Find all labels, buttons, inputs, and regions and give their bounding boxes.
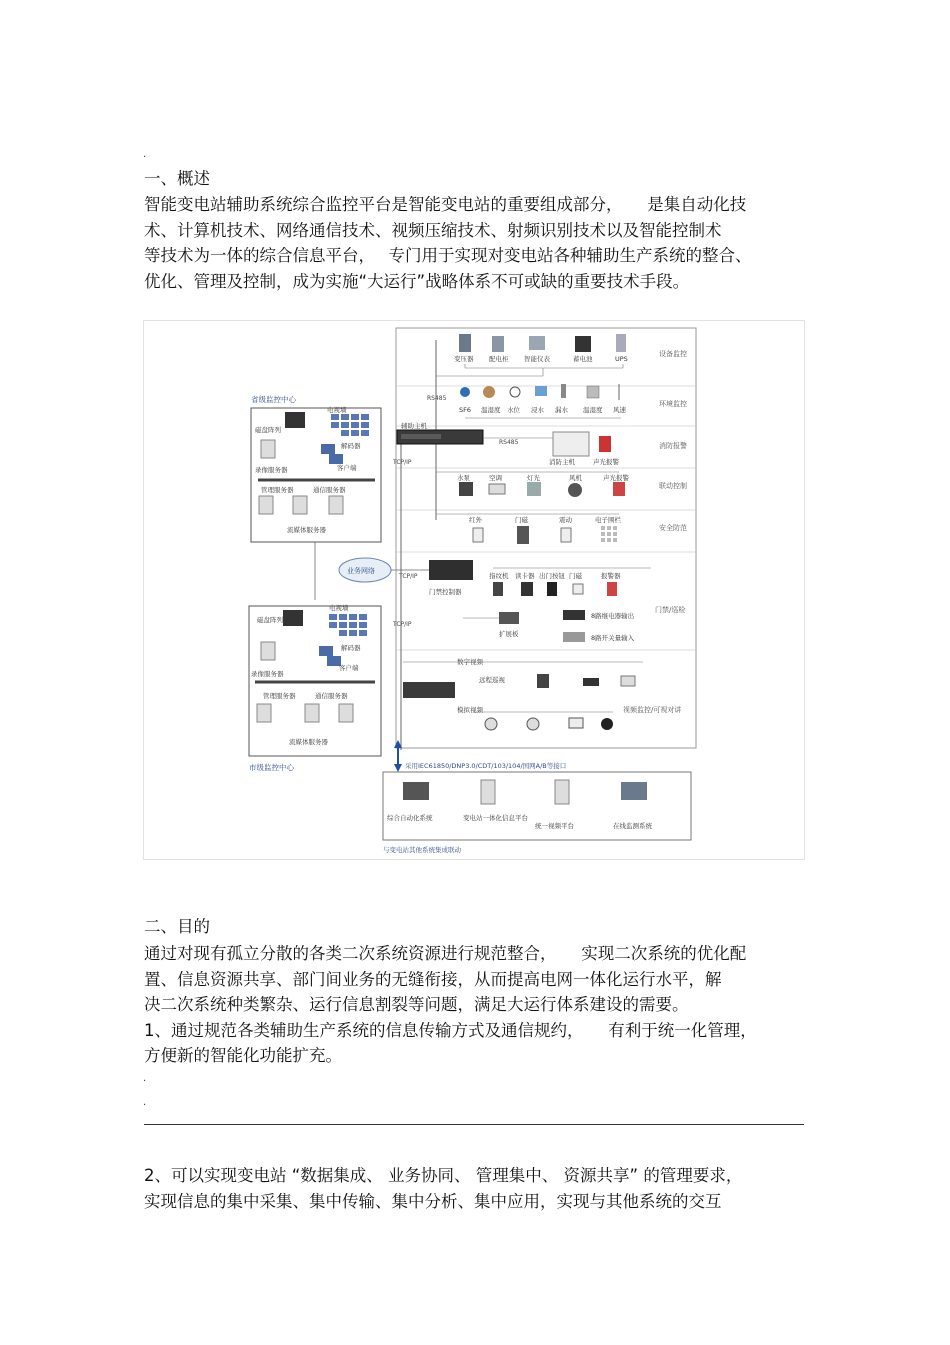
device-label: 远程巡视 xyxy=(479,676,505,684)
paragraph-line: 优化、管理及控制，成为实施“大运行”战略体系不可或缺的重要技术手段。 xyxy=(144,271,690,291)
device-label: SF6 xyxy=(459,406,472,414)
device-label: 震动 xyxy=(559,516,572,524)
paragraph-line: 1、通过规范各类辅助生产系统的信息传输方式及通信规约， 有利于统一化管理， xyxy=(144,1020,757,1040)
paragraph-line: 等技术为一体的综合信息平台， 专门用于实现对变电站各种辅助生产系统的整合、 xyxy=(144,246,752,265)
paragraph-line: 2、可以实现变电站 “数据集成、 业务协同、 管理集中、 资源共享” 的管理要求， xyxy=(144,1166,743,1185)
device-label: 灯光 xyxy=(527,474,540,482)
node-label: 磁盘阵列 xyxy=(255,426,281,434)
node-label: 录像服务器 xyxy=(251,670,284,678)
paragraph-line: 术、计算机技术、网络通信技术、视频压缩技术、射频识别技术以及智能控制术 xyxy=(144,220,722,240)
device-label: UPS xyxy=(615,355,628,363)
right-label: 门禁/巡检 xyxy=(655,606,686,614)
purpose-paragraph xyxy=(144,941,806,1069)
system-label: 变电站一体化信息平台 xyxy=(463,814,528,822)
device-label: 红外 xyxy=(469,516,482,524)
device-label: 浸水 xyxy=(531,406,544,414)
system-label: 在线监测系统 xyxy=(613,822,652,830)
device-label: 门磁 xyxy=(569,572,582,580)
stray-dot: . xyxy=(143,149,147,160)
device-label: 声光报警 xyxy=(603,474,629,482)
device-label: 模拟视频 xyxy=(457,706,483,714)
node-label: 录像服务器 xyxy=(255,466,288,474)
system-architecture-diagram xyxy=(143,320,805,860)
node-label: 客户端 xyxy=(337,464,357,472)
stray-dot: . xyxy=(143,1097,147,1108)
paragraph-line: 决二次系统种类繁杂、运行信息割裂等问题，满足大运行体系建设的需要。 xyxy=(144,995,689,1014)
right-label: 安全防范 xyxy=(659,524,687,532)
protocol-label: TCP/IP xyxy=(399,573,418,580)
node-label: 流媒体服务器 xyxy=(289,738,328,746)
node-label: 管理服务器 xyxy=(263,692,296,700)
device-label: 风速 xyxy=(613,406,626,414)
device-label: 温湿度 xyxy=(583,406,603,414)
device-label: 配电柜 xyxy=(489,355,509,363)
paragraph-line: 通过对现有孤立分散的各类二次系统资源进行规范整合， 实现二次系统的优化配 xyxy=(144,944,747,963)
center-title: 市级监控中心 xyxy=(249,763,294,772)
node-label: 解码器 xyxy=(341,442,361,450)
device-label: 声光报警 xyxy=(593,458,619,466)
node-label: 电视墙 xyxy=(327,406,347,414)
device-label: 智能仪表 xyxy=(524,355,550,363)
device-label: 漏水 xyxy=(555,406,568,414)
protocol-label: TCP/IP xyxy=(393,621,412,628)
device-label: 电子围栏 xyxy=(595,516,621,524)
access-controller-label: 门禁控制器 xyxy=(429,588,462,596)
section-heading-overview: 一、概述 xyxy=(144,169,210,188)
device-label: 出门按钮 xyxy=(539,572,565,580)
protocol-label: RS485 xyxy=(427,395,447,402)
device-label: 报警器 xyxy=(601,572,621,580)
right-label: 设备监控 xyxy=(659,350,687,358)
right-label: 联动控制 xyxy=(659,482,687,490)
bottom-caption: 与变电站其他系统集成联动 xyxy=(383,846,461,854)
device-label: 8路继电器输出 xyxy=(591,612,635,620)
section-heading-purpose: 二、目的 xyxy=(144,917,210,936)
protocol-bar: 采用IEC61850/DNP3.0/CDT/103/104/国网A/B等接口 xyxy=(405,762,567,770)
device-label: 8路开关量输入 xyxy=(591,634,635,642)
right-label: 视频监控/可视对讲 xyxy=(623,706,682,714)
device-label: 读卡器 xyxy=(515,572,535,580)
paragraph-line: 置、信息资源共享、部门间业务的无缝衔接，从而提高电网一体化运行水平，解 xyxy=(144,969,722,989)
device-label: 消防主机 xyxy=(549,458,575,466)
node-label: 通信服务器 xyxy=(313,486,346,494)
device-label: 水位 xyxy=(507,406,520,414)
right-label: 消防报警 xyxy=(659,442,687,450)
node-label: 电视墙 xyxy=(329,604,349,612)
protocol-label: TCP/IP xyxy=(393,459,412,466)
device-label: 空调 xyxy=(489,474,502,482)
paragraph-line: 方便新的智能化功能扩充。 xyxy=(144,1046,342,1065)
center-title: 省级监控中心 xyxy=(251,395,296,404)
overview-paragraph xyxy=(144,192,806,294)
node-label: 流媒体服务器 xyxy=(287,526,326,534)
protocol-label: RS485 xyxy=(499,439,519,446)
horizontal-rule xyxy=(144,1124,804,1125)
node-label: 客户端 xyxy=(339,664,359,672)
network-label: 业务网络 xyxy=(347,567,375,575)
system-label: 统一视频平台 xyxy=(535,822,574,830)
paragraph-line: 智能变电站辅助系统综合监控平台是智能变电站的重要组成部分， 是集自动化技 xyxy=(144,195,747,214)
node-label: 解码器 xyxy=(341,644,361,652)
device-label: 风机 xyxy=(569,474,582,482)
device-label: 温湿度 xyxy=(481,406,501,414)
device-label: 蓄电池 xyxy=(573,355,593,363)
goal-paragraph xyxy=(144,1163,806,1214)
device-label: 门磁 xyxy=(515,516,528,524)
device-label: 水泵 xyxy=(457,474,470,482)
device-label: 数字视频 xyxy=(457,658,483,666)
node-label: 通信服务器 xyxy=(315,692,348,700)
node-label: 管理服务器 xyxy=(261,486,294,494)
stray-dot: . xyxy=(143,1073,147,1084)
node-label: 磁盘阵列 xyxy=(257,616,283,624)
device-label: 指纹机 xyxy=(489,572,509,580)
device-label: 变压器 xyxy=(454,355,474,363)
paragraph-line: 实现信息的集中采集、集中传输、集中分析、集中应用，实现与其他系统的交互 xyxy=(144,1191,722,1211)
aux-host-label: 辅助主机 xyxy=(401,422,427,430)
system-label: 综合自动化系统 xyxy=(387,814,433,822)
device-label: 扩展板 xyxy=(499,630,519,638)
right-label: 环境监控 xyxy=(659,400,687,408)
